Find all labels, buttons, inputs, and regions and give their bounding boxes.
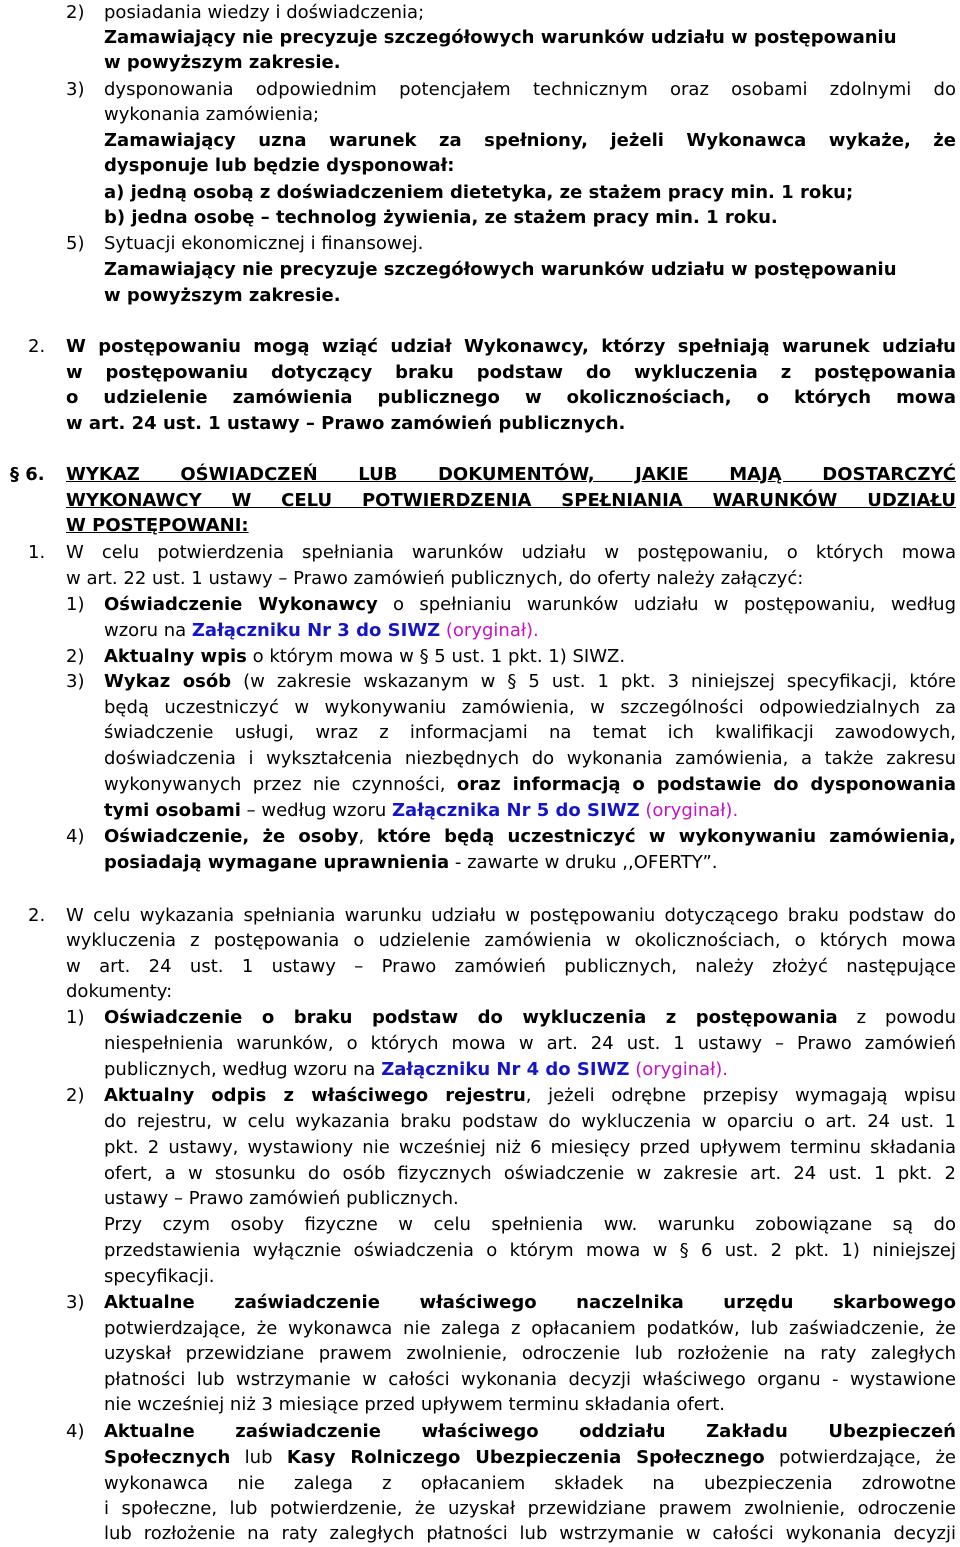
text-line: wykonawca nie zalega z opłacaniem składek na ubezpieczenia zdrowotne xyxy=(104,1473,956,1494)
section-number: 2. xyxy=(28,905,46,926)
text-line: w postępowaniu dotyczący braku podstaw do wykluczenia z postępowania xyxy=(66,362,956,383)
attachment-reference: Załącznika Nr 5 do SIWZ xyxy=(392,800,640,821)
text-line: w powyższym zakresie. xyxy=(104,52,341,73)
text-line: potwierdzające, że wykonawca nie zalega z opłacaniem podatków, lub zaświadczenie, że xyxy=(104,1318,956,1339)
text-line xyxy=(104,798,738,824)
original-note: (oryginał). xyxy=(440,620,539,641)
original-note: (oryginał). xyxy=(639,800,739,821)
text-span: - zawarte w druku ,,OFERTY”. xyxy=(449,852,718,873)
text-span: o którym mowa w § 5 ust. 1 pkt. 1) SIWZ. xyxy=(246,646,626,667)
section-heading: W POSTĘPOWANI: xyxy=(66,515,249,536)
section-number: 1. xyxy=(28,542,46,563)
text-line: Przy czym osoby fizyczne w celu spełnienia ww. warunku zobowiązane są do xyxy=(104,1214,956,1235)
text-span: wzoru na xyxy=(104,620,192,641)
list-marker: 5) xyxy=(66,233,85,254)
text-line: b) jedna osobę – technolog żywienia, ze stażem pracy min. 1 roku. xyxy=(104,207,778,228)
section-heading: WYKONAWCY W CELU POTWIERDZENIA SPEŁNIANIA WARUNKÓW UDZIAŁU xyxy=(66,490,956,511)
text-line: świadczenie usługi, wraz z informacjami na temat ich kwalifikacji zawodowych, xyxy=(104,722,956,743)
text-line xyxy=(104,644,625,670)
text-span: publicznych, według wzoru na xyxy=(104,1059,382,1080)
text-line: do rejestru, w celu wykazania braku podstaw do wykluczenia w oparciu o art. 24 ust. 1 xyxy=(104,1111,956,1132)
text-span: z powodu xyxy=(837,1007,957,1028)
text-line: w art. 22 ust. 1 ustawy – Prawo zamówień publicznych, do oferty należy załączyć: xyxy=(66,568,804,589)
text-line: wykluczenia z postępowania o udzielenie zamówienia w okolicznościach, o których mowa xyxy=(66,930,956,951)
text-line: W celu potwierdzenia spełniania warunków udziału w postępowaniu, o których mowa xyxy=(66,542,956,563)
text-line: Zamawiający nie precyzuje szczegółowych warunków udziału w postępowaniu xyxy=(104,259,897,280)
list-marker: 4) xyxy=(66,1421,85,1442)
text-span: (w zakresie wskazanym w § 5 ust. 1 pkt. 3 niniejszej specyfikacji, które xyxy=(231,671,956,692)
section-heading: WYKAZ OŚWIADCZEŃ LUB DOKUMENTÓW, JAKIE MAJĄ DOSTARCZYĆ xyxy=(66,464,956,485)
text-line: Zamawiający uzna warunek za spełniony, jeżeli Wykonawca wykaże, że xyxy=(104,130,956,151)
text-span: wykonywanych przez nie czynności, xyxy=(104,774,457,795)
text-line xyxy=(104,850,718,876)
list-marker: 3) xyxy=(66,671,85,692)
text-line: ofert, a w stosunku do osób fizycznych oświadczenie w zakresie art. 24 ust. 1 pkt. 2 xyxy=(104,1163,956,1184)
bold-term: Wykaz osób xyxy=(104,671,232,692)
text-line: płatności lub wstrzymanie w całości wykonania decyzji właściwego organu - wystawione xyxy=(104,1369,956,1390)
text-line: a) jedną osobą z doświadczeniem dietetyka, ze stażem pracy min. 1 roku; xyxy=(104,182,854,203)
list-marker: 1) xyxy=(66,594,85,615)
text-line xyxy=(104,1005,956,1031)
text-span: , jeżeli odrębne przepisy wymagają wpisu xyxy=(525,1085,956,1106)
original-note: (oryginał). xyxy=(629,1059,729,1080)
text-line: ustawy – Prawo zamówień publicznych. xyxy=(104,1188,459,1209)
bold-term: tymi osobami xyxy=(104,800,241,821)
list-marker: 1) xyxy=(66,1007,85,1028)
bold-term: oraz informacją o podstawie do dysponowania xyxy=(456,774,957,795)
list-marker: 3) xyxy=(66,79,85,100)
text-line: w powyższym zakresie. xyxy=(104,285,341,306)
bold-term: Aktualny odpis z właściwego rejestru xyxy=(104,1085,526,1106)
list-marker: 4) xyxy=(66,826,85,847)
text-line: przedstawienia wyłącznie oświadczenia o którym mowa w § 6 ust. 2 pkt. 1) niniejszej xyxy=(104,1240,956,1261)
text-line: Aktualne zaświadczenie właściwego oddziału Zakładu Ubezpieczeń xyxy=(104,1421,956,1442)
text-line: dysponuje lub będzie dysponował: xyxy=(104,155,455,176)
bold-term: posiadają wymagane uprawnienia xyxy=(104,852,450,873)
text-line xyxy=(104,1083,956,1109)
text-span: – według wzoru xyxy=(240,800,392,821)
text-line: Sytuacji ekonomicznej i finansowej. xyxy=(104,233,424,254)
text-line: w art. 24 ust. 1 ustawy – Prawo zamówień publicznych, należy złożyć następujące xyxy=(66,956,956,977)
text-line xyxy=(104,772,956,798)
text-line: W postępowaniu mogą wziąć udział Wykonawcy, którzy spełniają warunek udziału xyxy=(66,336,956,357)
text-line xyxy=(104,618,539,644)
text-line xyxy=(104,592,956,618)
text-line: Aktualne zaświadczenie właściwego naczelnika urzędu skarbowego xyxy=(104,1292,956,1313)
bold-term: które będą uczestniczyć w wykonywaniu zamówienia, xyxy=(376,826,956,847)
list-marker: 2) xyxy=(66,646,85,667)
text-line: lub rozłożenie na raty zaległych płatności lub wstrzymanie w całości wykonania decyzji xyxy=(104,1523,956,1544)
bold-term: Oświadczenie, że osoby xyxy=(104,826,359,847)
bold-term: Aktualny wpis xyxy=(104,646,247,667)
text-line: będą uczestniczyć w wykonywaniu zamówienia, w szczególności odpowiedzialnych za xyxy=(104,697,956,718)
section-number: § 6. xyxy=(10,464,45,485)
text-line xyxy=(104,669,956,695)
text-line: posiadania wiedzy i doświadczenia; xyxy=(104,2,425,23)
text-line: nie wcześniej niż 3 miesiące przed upływem terminu składania ofert. xyxy=(104,1394,725,1415)
bold-term: Oświadczenie Wykonawcy xyxy=(104,594,378,615)
text-line xyxy=(104,1445,956,1471)
bold-term: Kasy Rolniczego Ubezpieczenia Społecznego xyxy=(286,1447,765,1468)
attachment-reference: Załączniku Nr 4 do SIWZ xyxy=(381,1059,630,1080)
text-span: potwierdzające, że xyxy=(764,1447,956,1468)
text-span: , xyxy=(358,826,377,847)
text-line: Zamawiający nie precyzuje szczegółowych warunków udziału w postępowaniu xyxy=(104,27,897,48)
text-line: dokumenty: xyxy=(66,981,173,1002)
text-line: niespełnienia warunków, o których mowa w art. 24 ust. 1 ustawy – Prawo zamówień xyxy=(104,1033,956,1054)
list-marker: 2) xyxy=(66,2,85,23)
text-line: pkt. 2 ustawy, wystawiony nie wcześniej niż 6 miesięcy przed upływem terminu składania xyxy=(104,1137,956,1158)
bold-term: Oświadczenie o braku podstaw do wykluczenia z postępowania xyxy=(104,1007,838,1028)
text-line: dysponowania odpowiednim potencjałem technicznym oraz osobami zdolnymi do xyxy=(104,79,956,100)
list-marker: 3) xyxy=(66,1292,85,1313)
text-line: doświadczenia i wykształcenia niezbędnych do wykonania zamówienia, a także zakresu xyxy=(104,748,956,769)
text-line: i społeczne, lub potwierdzenie, że uzyskał przewidziane prawem zwolnienie, odroczenie xyxy=(104,1498,956,1519)
section-number: 2. xyxy=(28,336,46,357)
bold-term: Społecznych xyxy=(104,1447,231,1468)
text-span: lub xyxy=(230,1447,287,1468)
text-line xyxy=(104,824,956,850)
text-line: specyfikacji. xyxy=(104,1266,215,1287)
attachment-reference: Załączniku Nr 3 do SIWZ xyxy=(191,620,441,641)
text-line: W celu wykazania spełniania warunku udziału w postępowaniu dotyczącego braku podstaw do xyxy=(66,905,956,926)
text-line xyxy=(104,1057,728,1083)
text-line: uzyskał przewidziane prawem zwolnienie, odroczenie lub rozłożenie na raty zaległych xyxy=(104,1343,956,1364)
text-span: o spełnianiu warunków udziału w postępowaniu, według xyxy=(377,594,956,615)
text-line: o udzielenie zamówienia publicznego w okolicznościach, o których mowa xyxy=(66,387,956,408)
list-marker: 2) xyxy=(66,1085,85,1106)
text-line: w art. 24 ust. 1 ustawy – Prawo zamówień publicznych. xyxy=(66,413,626,434)
text-line: wykonania zamówienia; xyxy=(104,104,320,125)
